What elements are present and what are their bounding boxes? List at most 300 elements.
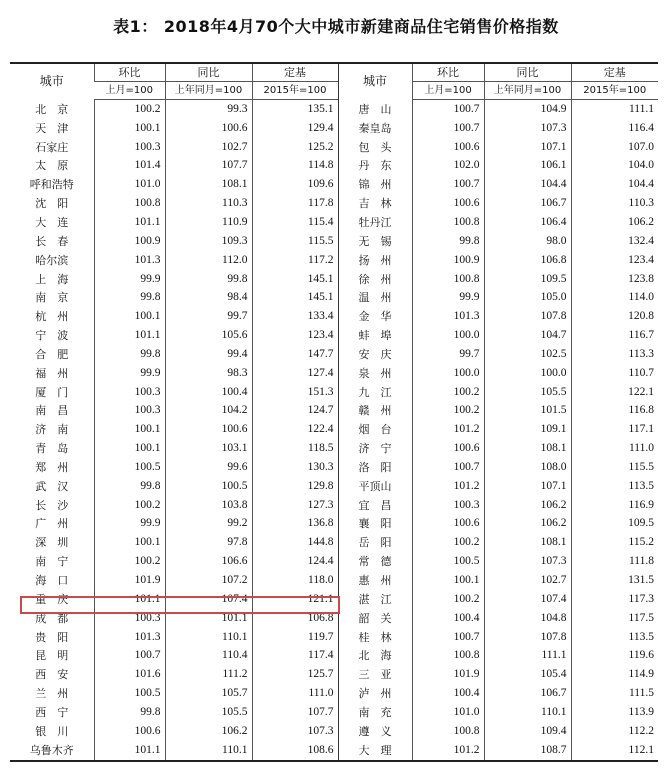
- tongbi-right-cell: 109.1: [484, 420, 571, 439]
- tongbi-right-cell: 101.5: [484, 402, 571, 421]
- city-right-cell: 徐 州: [338, 270, 412, 289]
- city-left-cell: 银 川: [35, 724, 69, 738]
- tongbi-right-cell: 110.1: [484, 703, 571, 722]
- city-left-cell: 上 海: [35, 272, 69, 286]
- tongbi-left-cell: 97.8: [165, 533, 252, 552]
- header-dingji-left: 定基: [252, 63, 338, 82]
- huanbi-right-cell: 100.2: [412, 590, 484, 609]
- huanbi-right-cell: 101.2: [412, 420, 484, 439]
- dingji-left-cell: 145.1: [252, 270, 338, 289]
- huanbi-right-cell: 100.8: [412, 646, 484, 665]
- huanbi-left-cell: 100.3: [94, 383, 165, 402]
- huanbi-right-cell: 100.6: [412, 194, 484, 213]
- table-row: [10, 213, 658, 232]
- header-huanbi-sub-right: 上月=100: [412, 82, 484, 100]
- dingji-right-cell: 115.5: [571, 458, 658, 477]
- tongbi-right-cell: 106.2: [484, 515, 571, 534]
- huanbi-right-cell: 100.6: [412, 439, 484, 458]
- huanbi-right-cell: 100.4: [412, 609, 484, 628]
- tongbi-right-cell: 100.0: [484, 364, 571, 383]
- dingji-left-cell: 136.8: [252, 515, 338, 534]
- table-row: [10, 288, 658, 307]
- dingji-left-cell: 130.3: [252, 458, 338, 477]
- tongbi-right-cell: 109.4: [484, 722, 571, 741]
- huanbi-right-cell: 100.7: [412, 119, 484, 138]
- dingji-right-cell: 109.5: [571, 515, 658, 534]
- table-row: [10, 571, 658, 590]
- huanbi-left-cell: 100.2: [94, 496, 165, 515]
- tongbi-left-cell: 101.1: [165, 609, 252, 628]
- dingji-right-cell: 117.3: [571, 590, 658, 609]
- tongbi-right-cell: 109.5: [484, 270, 571, 289]
- huanbi-left-cell: 101.1: [94, 326, 165, 345]
- huanbi-right-cell: 100.8: [412, 270, 484, 289]
- dingji-left-cell: 127.4: [252, 364, 338, 383]
- city-left-cell: 西 安: [35, 668, 69, 682]
- city-right-cell: 济 宁: [338, 439, 412, 458]
- city-right-cell: 韶 关: [338, 609, 412, 628]
- dingji-left-cell: 118.5: [252, 439, 338, 458]
- table-row: [10, 665, 658, 684]
- dingji-left-cell: 118.0: [252, 571, 338, 590]
- city-left-cell: 南 宁: [35, 555, 69, 569]
- header-tongbi-right: 同比: [484, 63, 571, 82]
- huanbi-right-cell: 100.9: [412, 251, 484, 270]
- city-right-cell: 秦皇岛: [338, 119, 412, 138]
- tongbi-right-cell: 102.7: [484, 571, 571, 590]
- header-tongbi-left: 同比: [165, 63, 252, 82]
- city-left-cell: 福 州: [35, 366, 69, 380]
- tongbi-right-cell: 106.8: [484, 251, 571, 270]
- tongbi-right-cell: 107.8: [484, 307, 571, 326]
- huanbi-left-cell: 101.3: [94, 251, 165, 270]
- city-left-cell: 济 南: [35, 423, 69, 437]
- dingji-right-cell: 116.9: [571, 496, 658, 515]
- tongbi-left-cell: 100.5: [165, 477, 252, 496]
- header-huanbi-right: 环比: [412, 63, 484, 82]
- city-right-cell: 泸 州: [338, 684, 412, 703]
- city-right-cell: 常 德: [338, 552, 412, 571]
- city-right-cell: 包 头: [338, 138, 412, 157]
- dingji-right-cell: 112.2: [571, 722, 658, 741]
- dingji-right-cell: 132.4: [571, 232, 658, 251]
- dingji-right-cell: 114.0: [571, 288, 658, 307]
- dingji-right-cell: 123.8: [571, 270, 658, 289]
- city-left-cell: 沈 阳: [35, 197, 69, 211]
- dingji-left-cell: 115.5: [252, 232, 338, 251]
- dingji-right-cell: 113.3: [571, 345, 658, 364]
- dingji-right-cell: 113.5: [571, 628, 658, 647]
- city-right-cell: 三 亚: [338, 665, 412, 684]
- tongbi-right-cell: 105.0: [484, 288, 571, 307]
- table-row: [10, 458, 658, 477]
- header-huanbi-left: 环比: [94, 63, 165, 82]
- tongbi-right-cell: 106.2: [484, 496, 571, 515]
- dingji-left-cell: 125.2: [252, 138, 338, 157]
- city-right-cell: 赣 州: [338, 402, 412, 421]
- dingji-left-cell: 124.4: [252, 552, 338, 571]
- dingji-right-cell: 115.2: [571, 533, 658, 552]
- city-left-cell: 昆 明: [35, 649, 69, 663]
- huanbi-right-cell: 100.2: [412, 383, 484, 402]
- dingji-right-cell: 104.0: [571, 157, 658, 176]
- huanbi-right-cell: 100.7: [412, 628, 484, 647]
- dingji-right-cell: 116.4: [571, 119, 658, 138]
- header-dingji-sub-right: 2015年=100: [571, 82, 658, 100]
- tongbi-right-cell: 105.4: [484, 665, 571, 684]
- dingji-right-cell: 116.7: [571, 326, 658, 345]
- tongbi-right-cell: 104.4: [484, 175, 571, 194]
- huanbi-right-cell: 100.3: [412, 496, 484, 515]
- tongbi-left-cell: 110.3: [165, 194, 252, 213]
- price-index-table: [10, 62, 658, 762]
- city-right-cell: 九 江: [338, 383, 412, 402]
- tongbi-left-cell: 103.1: [165, 439, 252, 458]
- tongbi-right-cell: 107.1: [484, 477, 571, 496]
- huanbi-left-cell: 100.5: [94, 684, 165, 703]
- huanbi-right-cell: 100.5: [412, 552, 484, 571]
- city-right-cell: 泉 州: [338, 364, 412, 383]
- city-right-cell: 宜 昌: [338, 496, 412, 515]
- huanbi-right-cell: 102.0: [412, 157, 484, 176]
- city-right-cell: 无 锡: [338, 232, 412, 251]
- table-row: [10, 100, 658, 119]
- tongbi-left-cell: 105.5: [165, 703, 252, 722]
- huanbi-left-cell: 101.6: [94, 665, 165, 684]
- table-row: [10, 232, 658, 251]
- tongbi-right-cell: 106.7: [484, 194, 571, 213]
- tongbi-left-cell: 105.7: [165, 684, 252, 703]
- dingji-right-cell: 117.5: [571, 609, 658, 628]
- huanbi-right-cell: 99.9: [412, 288, 484, 307]
- huanbi-left-cell: 101.4: [94, 157, 165, 176]
- table-row: [10, 251, 658, 270]
- city-right-cell: 温 州: [338, 288, 412, 307]
- dingji-right-cell: 114.9: [571, 665, 658, 684]
- huanbi-left-cell: 100.8: [94, 194, 165, 213]
- dingji-left-cell: 114.8: [252, 157, 338, 176]
- city-left-cell: 呼和浩特: [29, 178, 74, 192]
- table-row: [10, 270, 658, 289]
- huanbi-left-cell: 100.1: [94, 307, 165, 326]
- huanbi-right-cell: 99.7: [412, 345, 484, 364]
- huanbi-left-cell: 99.9: [94, 364, 165, 383]
- table-row: [10, 138, 658, 157]
- table-row: [10, 552, 658, 571]
- tongbi-left-cell: 98.4: [165, 288, 252, 307]
- huanbi-left-cell: 100.1: [94, 533, 165, 552]
- city-left-cell: 贵 阳: [35, 630, 69, 644]
- dingji-right-cell: 123.4: [571, 251, 658, 270]
- tongbi-right-cell: 107.3: [484, 119, 571, 138]
- city-left-cell: 杭 州: [35, 310, 69, 324]
- dingji-left-cell: 133.4: [252, 307, 338, 326]
- chongqing-highlight-box: [20, 596, 340, 614]
- header-dingji-right: 定基: [571, 63, 658, 82]
- dingji-left-cell: 123.4: [252, 326, 338, 345]
- huanbi-right-cell: 100.8: [412, 213, 484, 232]
- city-right-cell: 遵 义: [338, 722, 412, 741]
- dingji-right-cell: 104.4: [571, 175, 658, 194]
- dingji-right-cell: 122.1: [571, 383, 658, 402]
- tongbi-right-cell: 104.8: [484, 609, 571, 628]
- table-row: [10, 326, 658, 345]
- city-right-cell: 蚌 埠: [338, 326, 412, 345]
- table-row: [10, 515, 658, 534]
- city-left-cell: 乌鲁木齐: [29, 743, 74, 757]
- table-row: [10, 157, 658, 176]
- dingji-right-cell: 116.8: [571, 402, 658, 421]
- tongbi-left-cell: 100.6: [165, 119, 252, 138]
- tongbi-left-cell: 112.0: [165, 251, 252, 270]
- huanbi-right-cell: 100.6: [412, 138, 484, 157]
- dingji-right-cell: 111.8: [571, 552, 658, 571]
- huanbi-right-cell: 100.1: [412, 571, 484, 590]
- dingji-right-cell: 111.0: [571, 439, 658, 458]
- city-right-cell: 烟 台: [338, 420, 412, 439]
- dingji-right-cell: 107.0: [571, 138, 658, 157]
- huanbi-right-cell: 100.7: [412, 175, 484, 194]
- huanbi-left-cell: 101.3: [94, 628, 165, 647]
- table-row: [10, 684, 658, 703]
- tongbi-left-cell: 99.3: [165, 100, 252, 119]
- huanbi-right-cell: 100.0: [412, 364, 484, 383]
- dingji-right-cell: 111.1: [571, 100, 658, 119]
- huanbi-left-cell: 100.6: [94, 722, 165, 741]
- table-row: [10, 194, 658, 213]
- huanbi-left-cell: 100.5: [94, 458, 165, 477]
- huanbi-right-cell: 100.0: [412, 326, 484, 345]
- huanbi-left-cell: 100.9: [94, 232, 165, 251]
- huanbi-left-cell: 100.7: [94, 646, 165, 665]
- dingji-left-cell: 147.7: [252, 345, 338, 364]
- tongbi-left-cell: 110.1: [165, 628, 252, 647]
- tongbi-left-cell: 108.1: [165, 175, 252, 194]
- table-row: [10, 533, 658, 552]
- city-left-cell: 长 春: [35, 234, 69, 248]
- city-right-cell: 牡丹江: [338, 213, 412, 232]
- huanbi-left-cell: 101.1: [94, 741, 165, 761]
- city-right-cell: 岳 阳: [338, 533, 412, 552]
- huanbi-left-cell: 100.3: [94, 138, 165, 157]
- tongbi-left-cell: 107.2: [165, 571, 252, 590]
- table-title: 表1： 2018年4月70个大中城市新建商品住宅销售价格指数: [113, 17, 559, 36]
- city-right-cell: 锦 州: [338, 175, 412, 194]
- dingji-left-cell: 145.1: [252, 288, 338, 307]
- city-left-cell: 天 津: [35, 121, 69, 135]
- dingji-left-cell: 107.3: [252, 722, 338, 741]
- city-right-cell: 扬 州: [338, 251, 412, 270]
- dingji-left-cell: 129.4: [252, 119, 338, 138]
- city-left-cell: 广 州: [35, 517, 69, 531]
- table-row: [10, 175, 658, 194]
- tongbi-left-cell: 99.6: [165, 458, 252, 477]
- city-left-cell: 深 圳: [35, 536, 69, 550]
- huanbi-left-cell: 99.8: [94, 477, 165, 496]
- dingji-right-cell: 110.3: [571, 194, 658, 213]
- dingji-right-cell: 131.5: [571, 571, 658, 590]
- tongbi-left-cell: 99.2: [165, 515, 252, 534]
- tongbi-right-cell: 104.9: [484, 100, 571, 119]
- huanbi-left-cell: 100.1: [94, 420, 165, 439]
- tongbi-right-cell: 107.4: [484, 590, 571, 609]
- dingji-right-cell: 111.5: [571, 684, 658, 703]
- tongbi-right-cell: 106.1: [484, 157, 571, 176]
- dingji-left-cell: 107.7: [252, 703, 338, 722]
- tongbi-right-cell: 104.7: [484, 326, 571, 345]
- tongbi-left-cell: 103.8: [165, 496, 252, 515]
- dingji-left-cell: 127.3: [252, 496, 338, 515]
- huanbi-right-cell: 99.8: [412, 232, 484, 251]
- huanbi-right-cell: 100.2: [412, 533, 484, 552]
- huanbi-left-cell: 100.3: [94, 402, 165, 421]
- tongbi-left-cell: 98.3: [165, 364, 252, 383]
- city-left-cell: 海 口: [35, 574, 69, 588]
- huanbi-right-cell: 100.2: [412, 402, 484, 421]
- table-row: [10, 477, 658, 496]
- city-left-cell: 哈尔滨: [35, 253, 69, 267]
- tongbi-right-cell: 107.8: [484, 628, 571, 647]
- tongbi-left-cell: 110.9: [165, 213, 252, 232]
- tongbi-right-cell: 106.7: [484, 684, 571, 703]
- tongbi-right-cell: 105.5: [484, 383, 571, 402]
- city-right-cell: 湛 江: [338, 590, 412, 609]
- header-tongbi-sub-left: 上年同月=100: [165, 82, 252, 100]
- tongbi-right-cell: 108.1: [484, 533, 571, 552]
- tongbi-right-cell: 106.4: [484, 213, 571, 232]
- huanbi-left-cell: 99.8: [94, 288, 165, 307]
- city-right-cell: 洛 阳: [338, 458, 412, 477]
- tongbi-left-cell: 106.6: [165, 552, 252, 571]
- huanbi-right-cell: 100.6: [412, 515, 484, 534]
- dingji-right-cell: 120.8: [571, 307, 658, 326]
- tongbi-right-cell: 107.1: [484, 138, 571, 157]
- tongbi-right-cell: 98.0: [484, 232, 571, 251]
- huanbi-left-cell: 100.2: [94, 100, 165, 119]
- city-left-cell: 青 岛: [35, 442, 69, 456]
- huanbi-right-cell: 100.4: [412, 684, 484, 703]
- city-left-cell: 南 昌: [35, 404, 69, 418]
- header-huanbi-sub-left: 上月=100: [94, 82, 165, 100]
- city-left-cell: 成 都: [35, 611, 69, 625]
- city-right-cell: 平顶山: [338, 477, 412, 496]
- huanbi-left-cell: 100.3: [94, 609, 165, 628]
- dingji-right-cell: 112.1: [571, 741, 658, 761]
- tongbi-left-cell: 111.2: [165, 665, 252, 684]
- tongbi-left-cell: 100.4: [165, 383, 252, 402]
- huanbi-left-cell: 101.1: [94, 213, 165, 232]
- tongbi-left-cell: 106.2: [165, 722, 252, 741]
- tongbi-left-cell: 107.7: [165, 157, 252, 176]
- tongbi-left-cell: 100.6: [165, 420, 252, 439]
- dingji-left-cell: 124.7: [252, 402, 338, 421]
- city-left-cell: 武 汉: [35, 479, 69, 493]
- huanbi-left-cell: 101.9: [94, 571, 165, 590]
- city-left-cell: 西 宁: [35, 705, 69, 719]
- tongbi-right-cell: 102.5: [484, 345, 571, 364]
- huanbi-right-cell: 101.2: [412, 477, 484, 496]
- dingji-right-cell: 110.7: [571, 364, 658, 383]
- huanbi-left-cell: 101.0: [94, 175, 165, 194]
- city-right-cell: 金 华: [338, 307, 412, 326]
- city-right-cell: 南 充: [338, 703, 412, 722]
- tongbi-right-cell: 111.1: [484, 646, 571, 665]
- city-left-cell: 兰 州: [35, 687, 69, 701]
- city-right-cell: 丹 东: [338, 157, 412, 176]
- city-left-cell: 宁 波: [35, 329, 69, 343]
- dingji-right-cell: 119.6: [571, 646, 658, 665]
- city-left-cell: 太 原: [35, 159, 69, 173]
- tongbi-left-cell: 99.7: [165, 307, 252, 326]
- table-row: [10, 496, 658, 515]
- city-left-cell: 合 肥: [35, 347, 69, 361]
- table-body: [10, 100, 658, 761]
- dingji-left-cell: 129.8: [252, 477, 338, 496]
- dingji-left-cell: 151.3: [252, 383, 338, 402]
- huanbi-left-cell: 101.1: [94, 590, 165, 609]
- huanbi-right-cell: 101.2: [412, 741, 484, 761]
- table-row: [10, 646, 658, 665]
- city-right-cell: 安 庆: [338, 345, 412, 364]
- huanbi-right-cell: 100.7: [412, 458, 484, 477]
- dingji-left-cell: 119.7: [252, 628, 338, 647]
- huanbi-left-cell: 99.9: [94, 515, 165, 534]
- city-left-cell: 北 京: [35, 102, 69, 116]
- dingji-right-cell: 117.1: [571, 420, 658, 439]
- tongbi-left-cell: 110.1: [165, 741, 252, 761]
- city-left-cell: 南 京: [35, 291, 69, 305]
- city-right-cell: 吉 林: [338, 194, 412, 213]
- dingji-right-cell: 106.2: [571, 213, 658, 232]
- city-left-cell: 重 庆: [35, 592, 69, 606]
- table-row: [10, 307, 658, 326]
- table-row: [10, 364, 658, 383]
- city-left-cell: 厦 门: [35, 385, 69, 399]
- tongbi-left-cell: 99.8: [165, 270, 252, 289]
- dingji-left-cell: 117.4: [252, 646, 338, 665]
- city-left-cell: 石家庄: [35, 140, 69, 154]
- header-city-left: 城市: [39, 74, 64, 89]
- city-right-cell: 唐 山: [338, 100, 412, 119]
- dingji-left-cell: 144.8: [252, 533, 338, 552]
- dingji-left-cell: 115.4: [252, 213, 338, 232]
- tongbi-right-cell: 107.3: [484, 552, 571, 571]
- header-dingji-sub-left: 2015年=100: [252, 82, 338, 100]
- city-right-cell: 襄 阳: [338, 515, 412, 534]
- dingji-right-cell: 113.5: [571, 477, 658, 496]
- dingji-left-cell: 125.7: [252, 665, 338, 684]
- header-tongbi-sub-right: 上年同月=100: [484, 82, 571, 100]
- huanbi-right-cell: 100.8: [412, 722, 484, 741]
- city-left-cell: 郑 州: [35, 460, 69, 474]
- tongbi-right-cell: 108.1: [484, 439, 571, 458]
- table-row: [10, 628, 658, 647]
- table-row: [10, 439, 658, 458]
- table-row: [10, 119, 658, 138]
- city-left-cell: 大 连: [35, 215, 69, 229]
- dingji-left-cell: 106.8: [252, 609, 338, 628]
- huanbi-right-cell: 101.9: [412, 665, 484, 684]
- dingji-right-cell: 113.9: [571, 703, 658, 722]
- tongbi-left-cell: 107.4: [165, 590, 252, 609]
- tongbi-left-cell: 109.3: [165, 232, 252, 251]
- huanbi-right-cell: 101.3: [412, 307, 484, 326]
- huanbi-left-cell: 99.8: [94, 703, 165, 722]
- huanbi-left-cell: 100.1: [94, 119, 165, 138]
- city-right-cell: 大 理: [338, 741, 412, 761]
- tongbi-left-cell: 110.4: [165, 646, 252, 665]
- city-left-cell: 长 沙: [35, 498, 69, 512]
